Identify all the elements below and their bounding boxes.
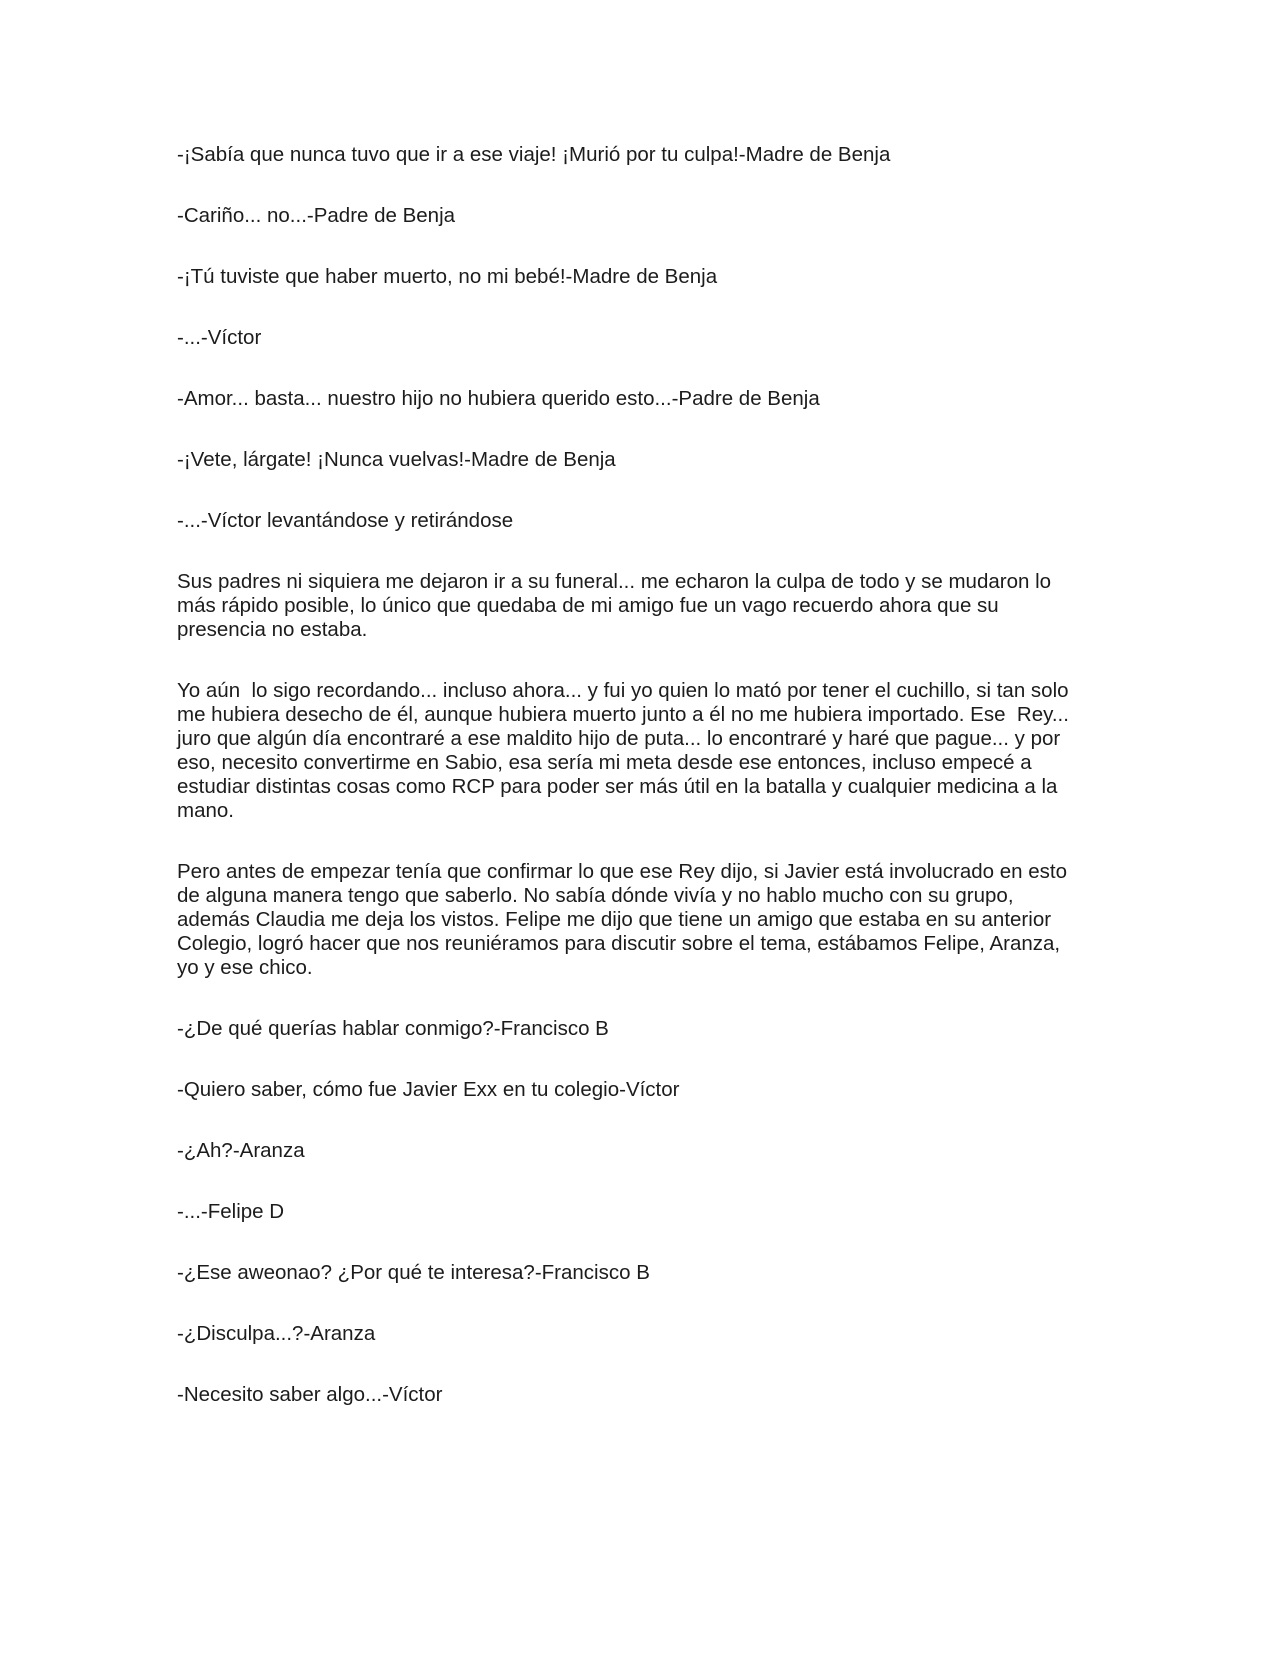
dialogue-line: -¿Ese aweonao? ¿Por qué te interesa?-Francisco B: [177, 1261, 650, 1284]
dialogue-line: -...-Felipe D: [177, 1200, 285, 1223]
dialogue-line: -¡Sabía que nunca tuvo que ir a ese viaje! ¡Murió por tu culpa!-Madre de Benja: [177, 143, 891, 166]
dialogue-line: -¡Vete, lárgate! ¡Nunca vuelvas!-Madre de Benja: [177, 448, 616, 471]
dialogue-line: -¿Ah?-Aranza: [177, 1139, 305, 1162]
dialogue-line: -Cariño... no...-Padre de Benja: [177, 204, 456, 227]
dialogue-line: -¿De qué querías hablar conmigo?-Francisco B: [177, 1017, 609, 1040]
dialogue-line: -Quiero saber, cómo fue Javier Exx en tu colegio-Víctor: [177, 1078, 680, 1101]
narrative-paragraph: Yo aún lo sigo recordando... incluso ahora... y fui yo quien lo mató por tener el cuchillo, si tan solo me hubiera desecho de él, aunque hubiera muerto junto a él no me hubiera importado. Ese Rey... juro que algún día encontraré a ese maldito hijo de puta... lo encontraré y haré que pague... y por eso, necesito convertirme en Sabio, esa sería mi meta desde ese entonces, incluso empecé a estudiar distintas cosas como RCP para poder ser más útil en la batalla y cualquier medicina a la mano.: [177, 679, 1069, 822]
narrative-paragraph: Pero antes de empezar tenía que confirmar lo que ese Rey dijo, si Javier está involucrado en esto de alguna manera tengo que saberlo. No sabía dónde vivía y no hablo mucho con su grupo, además Claudia me deja los vistos. Felipe me dijo que tiene un amigo que estaba en su anterior Colegio, logró hacer que nos reuniéramos para discutir sobre el tema, estábamos Felipe, Aranza, yo y ese chico.: [177, 860, 1067, 979]
dialogue-line: -¡Tú tuviste que haber muerto, no mi bebé!-Madre de Benja: [177, 265, 718, 288]
dialogue-line: -Amor... basta... nuestro hijo no hubiera querido esto...-Padre de Benja: [177, 387, 820, 410]
document-body: [177, 143, 1097, 1407]
dialogue-line: -¿Disculpa...?-Aranza: [177, 1322, 376, 1345]
dialogue-line: -...-Víctor levantándose y retirándose: [177, 509, 514, 532]
narrative-paragraph: Sus padres ni siquiera me dejaron ir a su funeral... me echaron la culpa de todo y se mudaron lo más rápido posible, lo único que quedaba de mi amigo fue un vago recuerdo ahora que su presencia no estaba.: [177, 570, 1052, 641]
dialogue-line: -Necesito saber algo...-Víctor: [177, 1383, 443, 1406]
dialogue-line: -...-Víctor: [177, 326, 262, 349]
